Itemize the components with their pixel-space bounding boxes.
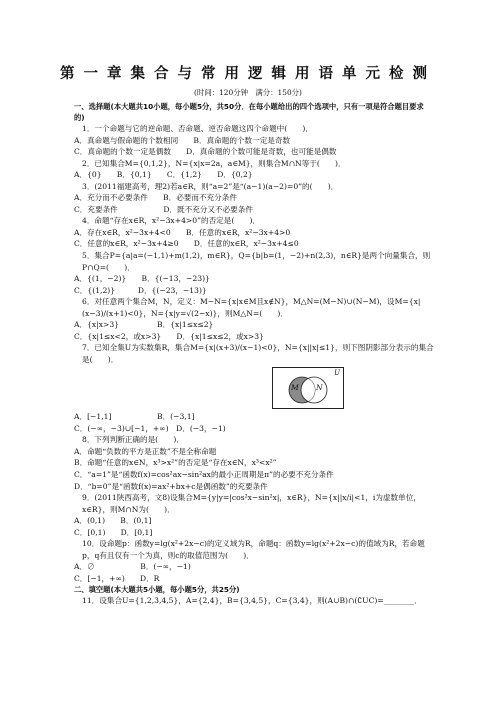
- exam-info: (时间：120分钟 满分：150分): [194, 88, 302, 97]
- page-title: 第一章集合与常用逻辑用语单元检测: [60, 66, 436, 82]
- question-4: 4．命题“存在x∈R，x²−3x+4>0”的否定是( )．: [82, 216, 261, 226]
- question-8-option-b: B．命题“任意的x∈N，x³>x²”的否定是“存在x∈N，x³<x²”: [74, 458, 277, 468]
- question-8: 8．下列判断正确的是( )．: [82, 435, 184, 445]
- question-8-option-d: D．“b=0”是“函数f(x)=ax²+bx+c是偶函数”的充要条件: [74, 481, 268, 491]
- question-11: 11．设集合U={1,2,3,4,5}，A={2,4}，B={3,4,5}，C={3,4}，则(A∪B)∩(∁UC)=________．: [82, 596, 422, 606]
- question-10: 10．设命题p：函数y=lg(x²+2x−c)的定义域为R，命题q：函数y=lg(x²+2x−c)的值域为R，若命题p，q有且仅有一个为真，则c的取值范围为( )．: [82, 539, 425, 560]
- question-9-options-ab: A．(0,1) B．(0,1]: [74, 516, 152, 526]
- question-6-options-ab: A．{x|x>3} B．{x|1≤x≤2}: [74, 320, 214, 330]
- venn-label-m: M: [291, 383, 299, 393]
- question-2: 2．已知集合M={0,1,2}，N={x|x=2a，a∈M}，则集合M∩N等于( )．: [82, 158, 346, 168]
- question-6-options-cd: C．{x|1≤x<2，或x>3} D．{x|1≤x≤2，或x>3}: [74, 331, 264, 341]
- question-10-options-cd: C．[−1，+∞) D．R: [74, 573, 160, 583]
- question-4-options-cd: C．任意的x∈R，x²−3x+4≥0 D．任意的x∈R，x²−3x+4≤0: [74, 239, 299, 249]
- venn-diagram: [272, 367, 344, 409]
- question-1-options-cd: C．真命题的个数一定是偶数 D．真命题的个数可能是奇数，也可能是偶数: [74, 147, 337, 157]
- venn-label-u: U: [334, 369, 340, 378]
- question-3-options-ab: A．充分而不必要条件 B．必要而不充分条件: [74, 193, 237, 203]
- section-heading-fill: 二、填空题(本大题共5小题，每小题5分，共25分): [74, 585, 240, 595]
- question-8-option-c: C．“a=1”是“函数f(x)=cos²ax−sin²ax的最小正周期是π”的必要不充分条件: [74, 469, 334, 479]
- question-1: 1．一个命题与它的逆命题、否命题、逆否命题这四个命题中( )．: [82, 124, 313, 134]
- section-heading-choice: 一、选择题(本大题共10小题，每小题5分，共50分．在每小题给出的四个选项中，只有一项是符合题目要求的): [74, 102, 424, 123]
- question-3-options-cd: C．充要条件 D．既不充分又不必要条件: [74, 204, 253, 214]
- question-7: 7．已知全集U为实数集R，集合M={x|(x+3)/(x−1)<0}，N={x||x|≤1}，则下图阴影部分表示的集合是( )．: [82, 343, 434, 364]
- question-7-options-ab: A．[−1,1] B．(−3,1]: [74, 412, 195, 422]
- question-9: 9．(2011陕西高考，文8)设集合M={y|y=|cos²x−sin²x|，x∈R}，N={x||x/i|<1，i为虚数单位，x∈R}，则M∩N为( )．: [82, 493, 421, 514]
- question-6: 6．对任意两个集合M，N，定义：M−N={x|x∈M且x∉N}，M△N=(M−N)∪(N−M)，设M={x|(x−3)/(x+1)<0}，N={x|y=√(2−x)}，则M△N=( )．: [82, 297, 421, 318]
- venn-diagram-graphic: [273, 368, 343, 408]
- question-2-options: A．{0} B．{0,1} C．{1,2} D．{0,2}: [74, 170, 253, 180]
- question-9-options-cd: C．[0,1) D．[0,1]: [74, 527, 153, 537]
- question-5: 5．集合P={a|a=(−1,1)+m(1,2)，m∈R}，Q={b|b=(1，−2)+n(2,3)，n∈R}是两个向量集合，则P∩Q=( )．: [82, 251, 431, 272]
- question-7-options-cd: C．(−∞，−3)∪[−1，+∞) D．(−3，−1): [74, 423, 226, 433]
- exam-content: [74, 101, 434, 607]
- question-5-options-ab: A．{(1，−2)} B．{(−13，−23)}: [74, 274, 210, 284]
- question-10-options-ab: A．∅ B．(−∞，−1): [74, 562, 191, 572]
- question-1-options-ab: A．真命题与假命题的个数相同 B．真命题的个数一定是奇数: [74, 135, 291, 145]
- question-5-options-cd: C．{(1,2)} D．{(−23，−13)}: [74, 285, 207, 295]
- venn-label-n: N: [316, 383, 323, 393]
- question-3: 3．(2011福建高考，理2)若a∈R，则“a=2”是“(a−1)(a−2)=0”的( )．: [82, 181, 339, 191]
- question-4-options-ab: A．存在x∈R，x²−3x+4<0 B．任意的x∈R，x²−3x+4>0: [74, 227, 291, 237]
- question-8-option-a: A．命题“负数的平方是正数”不是全称命题: [74, 446, 217, 456]
